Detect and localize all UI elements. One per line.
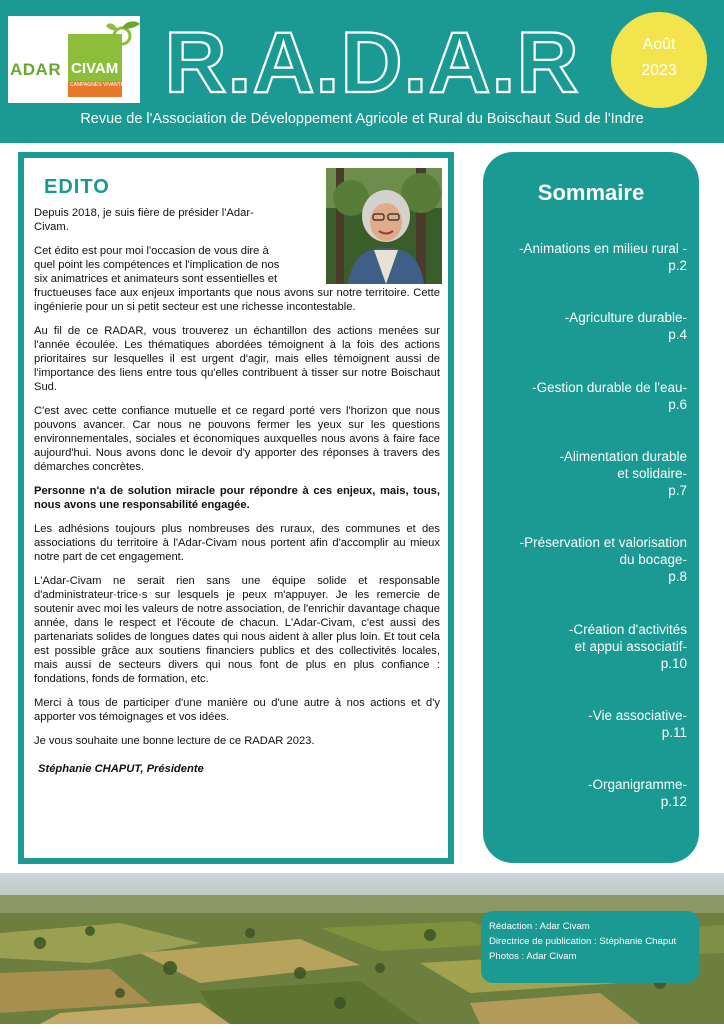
edito-paragraph: L'Adar-Civam ne serait rien sans une équipe solide et responsable d'administrateur·trice·s sur lesquels je peux m'appuyer. Je les remercie de soutenir avec moi les valeurs de notre association, de l'enrichir davantage chaque année, dans le respect et l'écoute de chacun. L'Adar-Civam, c'est aussi des partenariats solides de longues dates qui nous aident à aller plus loin. Et tout cela est possible grâce aux soutiens financiers publics et des collectivités locales, mais aussi de secteurs divers qui nous font de plus en plus confiance : fondations, fonds de formation, etc. xyxy=(34,575,440,685)
sommaire-item-alimentation[interactable] xyxy=(559,448,687,499)
credit-photos: Photos : Adar Civam xyxy=(489,951,577,962)
sommaire-item-page: p.2 xyxy=(668,258,687,273)
sommaire-item-label: et appui associatif- xyxy=(574,639,687,654)
sommaire-item-eau[interactable] xyxy=(532,379,687,413)
edito-paragraph: Les adhésions toujours plus nombreuses des ruraux, des communes et des associations du territoire à l'Adar-Civam nous portent afin d'accomplir au mieux notre part de cet engagement. xyxy=(34,523,440,563)
sommaire-item-page: p.6 xyxy=(668,397,687,412)
sommaire-item-label: -Animations en milieu rural - xyxy=(518,241,687,256)
edito-box xyxy=(18,152,454,864)
sommaire-item-label: -Organigramme- xyxy=(587,777,687,792)
title-text: R.A.D.A.R xyxy=(164,15,580,111)
logo-tagline: CAMPAGNES VIVANTES xyxy=(70,82,128,88)
issue-date-badge xyxy=(611,12,707,108)
sommaire-item-bocage[interactable] xyxy=(520,534,687,585)
sommaire-item-activites[interactable] xyxy=(569,621,687,672)
sommaire-item-label: du bocage- xyxy=(619,552,687,567)
edito-body xyxy=(34,206,440,786)
sommaire-item-page: p.11 xyxy=(661,725,687,740)
sommaire-item-label: -Alimentation durable xyxy=(559,449,687,464)
sommaire-title: Sommaire xyxy=(537,180,645,205)
sommaire-item-label: -Gestion durable de l'eau- xyxy=(532,380,687,395)
sommaire-item-vie-associative[interactable] xyxy=(588,707,687,741)
logo-adar-text: ADAR xyxy=(10,60,62,79)
issue-month: Août xyxy=(642,36,676,53)
edito-signature: Stéphanie CHAPUT, Présidente xyxy=(38,763,204,775)
header-subtitle: Revue de l'Association de Développement Agricole et Rural du Boischaut Sud de l'Indre xyxy=(80,111,644,127)
sommaire-item-label: -Agriculture durable- xyxy=(564,310,687,325)
sommaire-panel xyxy=(483,152,699,863)
sommaire-item-organigramme[interactable] xyxy=(588,776,687,810)
edito-paragraph: C'est avec cette confiance mutuelle et ce regard porté vers l'horizon que nous pouvons avancer. Car nous ne pouvons fermer les yeux sur les questions environnementales, sociales et économiques auxquelles nous avons à faire face aujourd'hui. Nous avons donc le devoir d'y apporter des réponses à travers des démarches concrètes. xyxy=(34,405,440,473)
header-banner xyxy=(0,0,724,143)
sommaire-item-page: p.10 xyxy=(660,656,687,671)
credits-box xyxy=(481,911,699,983)
sommaire-item-agriculture[interactable] xyxy=(565,309,687,343)
sommaire-item-page: p.8 xyxy=(668,569,687,584)
sommaire-item-page: p.4 xyxy=(668,327,687,342)
edito-paragraph: Au fil de ce RADAR, vous trouverez un échantillon des actions menées sur l'année écoulée. Les thématiques abordées témoignent à la fois des actions prioritaires sur lesquelles il est urgent d'agir, mais elles témoignent aussi de l'importance des liens entre tous qu'elles contribuent à tisser sur notre Boischaut Sud. xyxy=(34,325,440,393)
sommaire-item-label: -Vie associative- xyxy=(588,708,687,723)
edito-paragraph: Cet édito est pour moi l'occasion de vous dire à quel point les compétences et l'implication de nos six animatrices et animateurs sont essentielles et xyxy=(34,245,280,285)
edito-paragraph-bold: Personne n'a de solution miracle pour répondre à ces enjeux, mais, tous, nous avons une responsabilité engagée. xyxy=(34,485,440,511)
sommaire-item-label: et solidaire- xyxy=(617,466,687,481)
sommaire-item-label: -Création d'activités xyxy=(568,622,687,637)
magazine-title xyxy=(164,15,580,111)
edito-paragraph: fructueuses face aux enjeux importants que nous avons sur notre territoire. Cette ingénierie pour un si petit secteur est une richesse incontestable. xyxy=(34,287,440,313)
logo-civam-text: CIVAM xyxy=(71,60,119,77)
sommaire-item-page: p.12 xyxy=(660,794,687,809)
issue-year: 2023 xyxy=(641,62,677,79)
edito-paragraph: Merci à tous de participer d'une manière ou d'une autre à nos actions et d'y apporter vos témoignages et vos idées. xyxy=(34,697,440,723)
edito-title: EDITO xyxy=(44,176,110,198)
edito-paragraph: Je vous souhaite une bonne lecture de ce RADAR 2023. xyxy=(34,735,315,747)
adar-civam-logo xyxy=(8,16,140,103)
logo-civam-block xyxy=(68,34,128,97)
sommaire-item-label: -Préservation et valorisation xyxy=(519,535,687,550)
credit-directrice: Directrice de publication : Stéphanie Chaput xyxy=(489,936,677,947)
sommaire-item-page: p.7 xyxy=(668,483,687,498)
edito-paragraph: Depuis 2018, je suis fière de présider l'Adar-Civam. xyxy=(34,207,254,233)
sommaire-item-animations[interactable] xyxy=(519,240,687,274)
credit-redaction: Rédaction : Adar Civam xyxy=(489,921,590,932)
